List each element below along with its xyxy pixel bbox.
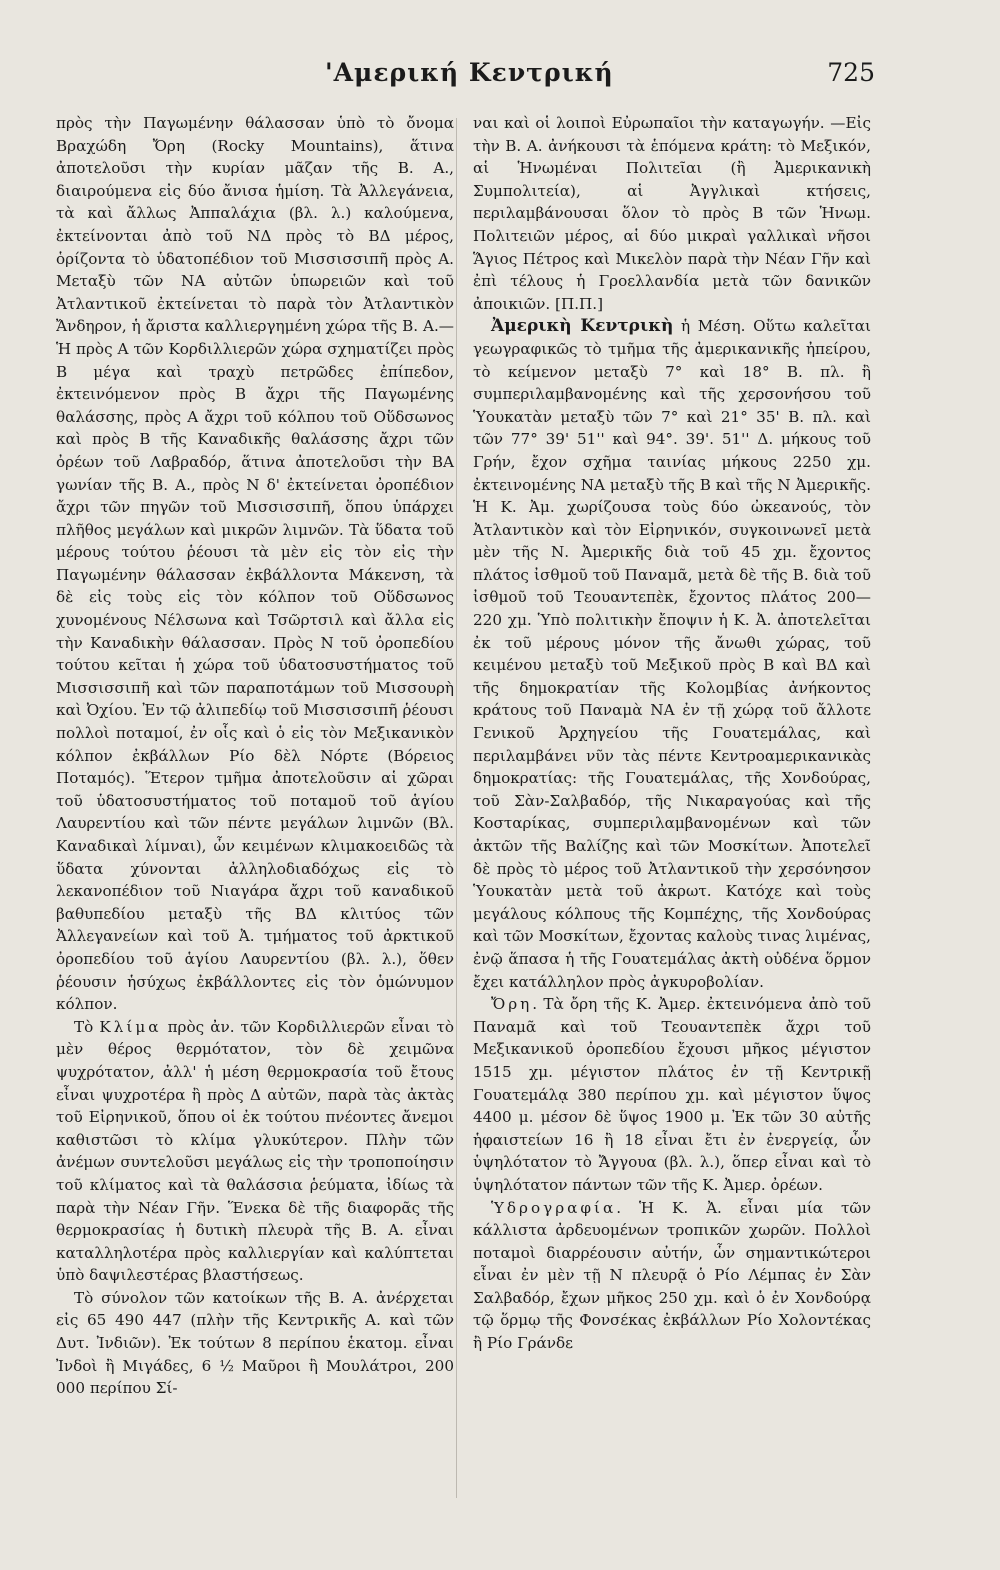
right-paragraph-mountains bbox=[473, 993, 871, 1196]
left-paragraph-2-text: πρὸς ἀν. τῶν Κορδιλλιερῶν εἶναι τὸ μὲν θέρος θερμότατον, τὸν δὲ χειμῶνα ψυχρότατον, ἀλλ' ἡ μέση θερμοκρασία τοῦ ἔτους εἶναι ψυχροτέρα ἢ πρὸς Δ αὐτῶν, παρὰ τὰς ἀκτὰς τοῦ Εἰρηνικοῦ, ὅπου οἱ ἐκ τούτου πνέοντες ἄνεμοι καθιστῶσι τὸ κλίμα γλυκύτερον. Πλὴν τῶν ἀνέμων συντελοῦσι μεγάλως εἰς τὴν τροποποίησιν τοῦ κλίματος καὶ τὰ θαλάσσια ῥεύματα, ἰδίως τὰ παρὰ τὴν Νέαν Γῆν. Ἕνεκα δὲ τῆς διαφορᾶς τῆς θερμοκρασίας ἡ δυτικὴ πλευρὰ τῆς Β. Α. εἶναι καταλληλοτέρα πρὸς καλλιεργίαν καὶ καλύπτεται ὑπὸ δαψιλεστέρας βλαστήσεως. bbox=[56, 1017, 454, 1285]
page-header bbox=[0, 58, 1000, 92]
hydrography-text: . Ἡ Κ. Ἀ. εἶναι μία τῶν κάλλιστα ἀρδευομένων τροπικῶν χωρῶν. Πολλοὶ ποταμοὶ διαρρέουσιν αὐτήν, ὧν σημαντικώτεροι εἶναι ἐν μὲν τῇ Ν πλευρᾷ ὁ Ρίο Λέμπας ἐν Σὰν Σαλβαδόρ, ἔχων μῆκος 250 χμ. καὶ ὁ ἐν Χονδούρᾳ τῷ ὅρμῳ τῆς Φονσέκας ἐκβάλλων Ρίο Χολοντέκας ἢ Ρίο Γράνδε bbox=[473, 1198, 871, 1353]
entry-title: Ἀμερικὴ Κεντρικὴ bbox=[491, 316, 674, 337]
mountains-subheading: Ὄρη bbox=[491, 995, 533, 1014]
running-title: 'Αμερική Κεντρική bbox=[325, 58, 614, 87]
column-divider bbox=[456, 118, 457, 1498]
mountains-text: . Τὰ ὄρη τῆς Κ. Ἀμερ. ἐκτεινόμενα ἀπὸ τοῦ Παναμᾶ καὶ τοῦ Τεουαντεπὲκ ἄχρι τοῦ Μεξικανικοῦ ὀροπεδίου ἔχουσι μῆκος μέγιστον 1515 χμ. μέγιστον πλάτος ἐν τῇ Κεντρικῇ Γουατεμάλᾳ 380 περίπου χμ. καὶ μέγιστον ὕψος 4400 μ. μέσον δὲ ὕψος 1900 μ. Ἐκ τῶν 30 αὐτῆς ἡφαιστείων 16 ἢ 18 εἶναι ἔτι ἐν ἐνεργείᾳ, ὧν ὑψηλότατον τὸ Ἄγγουα (βλ. λ.), ὅπερ εἶναι καὶ τὸ ὑψηλότατον πάντων τῶν τῆς Κ. Ἀμερ. ὀρέων. bbox=[473, 995, 871, 1194]
left-paragraph-3: Τὸ σύνολον τῶν κατοίκων τῆς Β. Α. ἀνέρχεται εἰς 65 490 447 (πλὴν τῆς Κεντρικῆς Α. καὶ τῶν Δυτ. Ἰνδιῶν). Ἐκ τούτων 8 περίπου ἑκατομ. εἶναι Ἰνδοὶ ἢ Μιγάδες, 6 ½ Μαῦροι ἢ Μουλάτροι, 200 000 περίπου Σί- bbox=[56, 1288, 454, 1398]
left-paragraph-2-lead: Τὸ bbox=[74, 1017, 100, 1036]
right-column bbox=[473, 112, 871, 1355]
left-column bbox=[56, 112, 454, 1400]
left-paragraph-2 bbox=[56, 1016, 454, 1287]
hydrography-subheading: Ὑδρογραφία bbox=[491, 1198, 617, 1217]
page-number: 725 bbox=[827, 58, 875, 87]
climate-subheading: Κλίμα bbox=[99, 1017, 162, 1036]
right-paragraph-hydrography bbox=[473, 1197, 871, 1355]
entry-body: ἡ Μέση. Οὕτω καλεῖται γεωγραφικῶς τὸ τμῆμα τῆς ἀμερικανικῆς ἠπείρου, τὸ κείμενον μεταξὺ 7° καὶ 18° Β. πλ. ἢ συμπεριλαμβανομένης καὶ τῆς χερσονήσου τοῦ Ὑουκατὰν μεταξὺ τῶν 7° καὶ 21° 35' Β. πλ. καὶ τῶν 77° 39' 51'' καὶ 94°. 39'. 51'' Δ. μήκους τοῦ Γρήν, ἔχον σχῆμα ταινίας μήκους 2250 χμ. ἐκτεινομένης ΝΑ μεταξὺ τῆς Β καὶ τῆς Ν Ἀμερικῆς. Ἡ Κ. Ἀμ. χωρίζουσα τοὺς δύο ὠκεανούς, τὸν Ἀτλαντικὸν καὶ τὸν Εἰρηνικόν, συγκοινωνεῖ μετὰ μὲν τῆς Ν. Ἀμερικῆς διὰ τοῦ 45 χμ. ἔχοντος πλάτος ἰσθμοῦ τοῦ Παναμᾶ, μετὰ δὲ τῆς Β. διὰ τοῦ ἰσθμοῦ τοῦ Τεουαντεπὲκ, ἔχοντος πλάτος 200—220 χμ. Ὑπὸ πολιτικὴν ἔποψιν ἡ Κ. Ἀ. ἀποτελεῖται ἐκ τοῦ μέρους μόνον τῆς ἄνωθι χώρας, τοῦ κειμένου μεταξὺ τοῦ Μεξικοῦ πρὸς Β καὶ ΒΔ καὶ τῆς δημοκρατίαν τῆς Κολομβίας ἀνήκοντος κράτους τοῦ Παναμὰ ΝΑ ἐν τῇ χώρᾳ τοῦ ἄλλοτε Γενικοῦ Ἀρχηγείου τῆς Γουατεμάλας, καὶ περιλαμβάνει νῦν τὰς πέντε Κεντροαμερικανικὰς δημοκρατίας: τῆς Γουατεμάλας, τῆς Χονδούρας, τοῦ Σὰν-Σαλβαδόρ, τῆς Νικαραγούας καὶ τῆς Κοσταρίκας, συμπεριλαμβανομένων καὶ τῶν ἀκτῶν τῆς Βαλίζης καὶ τῶν Μοσκίτων. Ἀποτελεῖ δὲ πρὸς τὸ μέρος τοῦ Ἀτλαντικοῦ τὴν χερσόνησον Ὑουκατὰν μετὰ τοῦ ἀκρωτ. Κατόχε καὶ τοὺς μεγάλους κόλπους τῆς Κομπέχης, τῆς Χονδούρας καὶ τῶν Μοσκίτων, ἔχοντας καλοὺς τινας λιμένας, ἐνῷ ἅπασα ἡ τῆς Γουατεμάλας ἀκτὴ οὐδένα ὅρμον ἔχει κατάλληλον πρὸς ἀγκυροβολίαν. bbox=[473, 317, 872, 991]
entry-central-america bbox=[473, 315, 871, 993]
left-paragraph-1: πρὸς τὴν Παγωμένην θάλασσαν ὑπὸ τὸ ὄνομα Βραχώδη Ὄρη (Rocky Mountains), ἅτινα ἀποτελοῦσι τὴν κυρίαν μᾶζαν τῆς Β. Α., διαιρούμενα εἰς δύο ἄνισα ἡμίση. Τὰ Ἀλλεγάνεια, τὰ καὶ ἄλλως Ἀππαλάχια (βλ. λ.) καλούμενα, ἐκτείνονται ἀπὸ τοῦ ΝΔ πρὸς τὸ ΒΔ μέρος, ὁρίζοντα τὸ ὑδατοπέδιον τοῦ Μισσισσιπῆ πρὸς Α. Μεταξὺ τῶν ΝΑ αὐτῶν ὑπωρειῶν καὶ τοῦ Ἀτλαντικοῦ ἐκτείνεται τὸ παρὰ τὸν Ἀτλαντικὸν Ἄνδηρον, ἡ ἄριστα καλλιεργημένη χώρα τῆς Β. Α.—Ἡ πρὸς Α τῶν Κορδιλλιερῶν χώρα σχηματίζει πρὸς Β μέγα καὶ τραχὺ πετρῶδες ἐπίπεδον, ἐκτεινόμενον πρὸς Β ἄχρι τῆς Παγωμένης θαλάσσης, πρὸς Α ἄχρι τοῦ κόλπου τοῦ Οὕδσωνος καὶ πρὸς Β τῆς Καναδικῆς θαλάσσης ἄχρι τῶν ὀρέων τοῦ Λαβραδόρ, ἅτινα ἀποτελοῦσι τὴν ΒΑ γωνίαν τῆς Β. Α., πρὸς Ν δ' ἐκτείνεται ὀροπέδιον ἄχρι τῶν πηγῶν τοῦ Μισσισσιπῆ, ὅπου ὑπάρχει πλῆθος μεγάλων καὶ μικρῶν λιμνῶν. Τὰ ὕδατα τοῦ μέρους τούτου ῥέουσι τὰ μὲν εἰς τὸν εἰς τὴν Παγωμένην θάλασσαν ἐκβάλλοντα Μάκενση, τὰ δὲ εἰς τοὺς εἰς τὸν κόλπον τοῦ Οὕδσωνος χυνομένους Νέλσωνα καὶ Τσῶρτσιλ καὶ ἄλλα εἰς τὴν Καναδικὴν θάλασσαν. Πρὸς Ν τοῦ ὀροπεδίου τούτου κεῖται ἡ χώρα τοῦ ὑδατοσυστήματος τοῦ Μισσισσιπῆ καὶ τῶν παραποτάμων τοῦ Μισσουρὴ καὶ Ὀχίου. Ἐν τῷ ἀλιπεδίῳ τοῦ Μισσισσιπῆ ῥέουσι πολλοὶ ποταμοί, ἐν οἷς καὶ ὁ εἰς τὸν Μεξικανικὸν κόλπον ἐκβάλλων Ρίο δὲλ Νόρτε (Βόρειος Ποταμός). Ἕτερον τμῆμα ἀποτελοῦσιν αἱ χῶραι τοῦ ὑδατοσυστήματος τοῦ ποταμοῦ τοῦ ἁγίου Λαυρεντίου καὶ τῶν πέντε μεγάλων λιμνῶν (Βλ. Καναδικαὶ λίμναι), ὧν κειμένων κλιμακοειδῶς τὰ ὕδατα χύνονται ἀλληλοδιαδόχως εἰς τὸ λεκανοπέδιον τοῦ Νιαγάρα ἄχρι τοῦ καναδικοῦ βαθυπεδίου μεταξὺ τῆς ΒΔ κλιτύος τῶν Ἀλλεγανείων καὶ τοῦ Ἀ. τμήματος τοῦ ἀρκτικοῦ ὀροπεδίου τοῦ ἁγίου Λαυρεντίου (βλ. λ.), ὅθεν ῥέουσιν ἡσύχως ἐκβάλλοντες εἰς τὸν ὁμώνυμον κόλπον. bbox=[56, 114, 454, 1014]
right-paragraph-1: ναι καὶ οἱ λοιποὶ Εὐρωπαῖοι τὴν καταγωγήν. —Εἰς τὴν Β. Α. ἀνήκουσι τὰ ἑπόμενα κράτη: τὸ Μεξικόν, αἱ Ἡνωμέναι Πολιτεῖαι (ἢ Ἀμερικανικὴ Συμπολιτεία), αἱ Ἀγγλικαὶ κτήσεις, περιλαμβάνουσαι ὅλον τὸ πρὸς Β τῶν Ἡνωμ. Πολιτειῶν μέρος, αἱ δύο μικραὶ γαλλικαὶ νῆσοι Ἅγιος Πέτρος καὶ Μικελὸν παρὰ τὴν Νέαν Γῆν καὶ ἐπὶ τέλους ἡ Γροελλανδία μετὰ τῶν δανικῶν ἀποικιῶν. [Π.Π.] bbox=[473, 114, 871, 313]
